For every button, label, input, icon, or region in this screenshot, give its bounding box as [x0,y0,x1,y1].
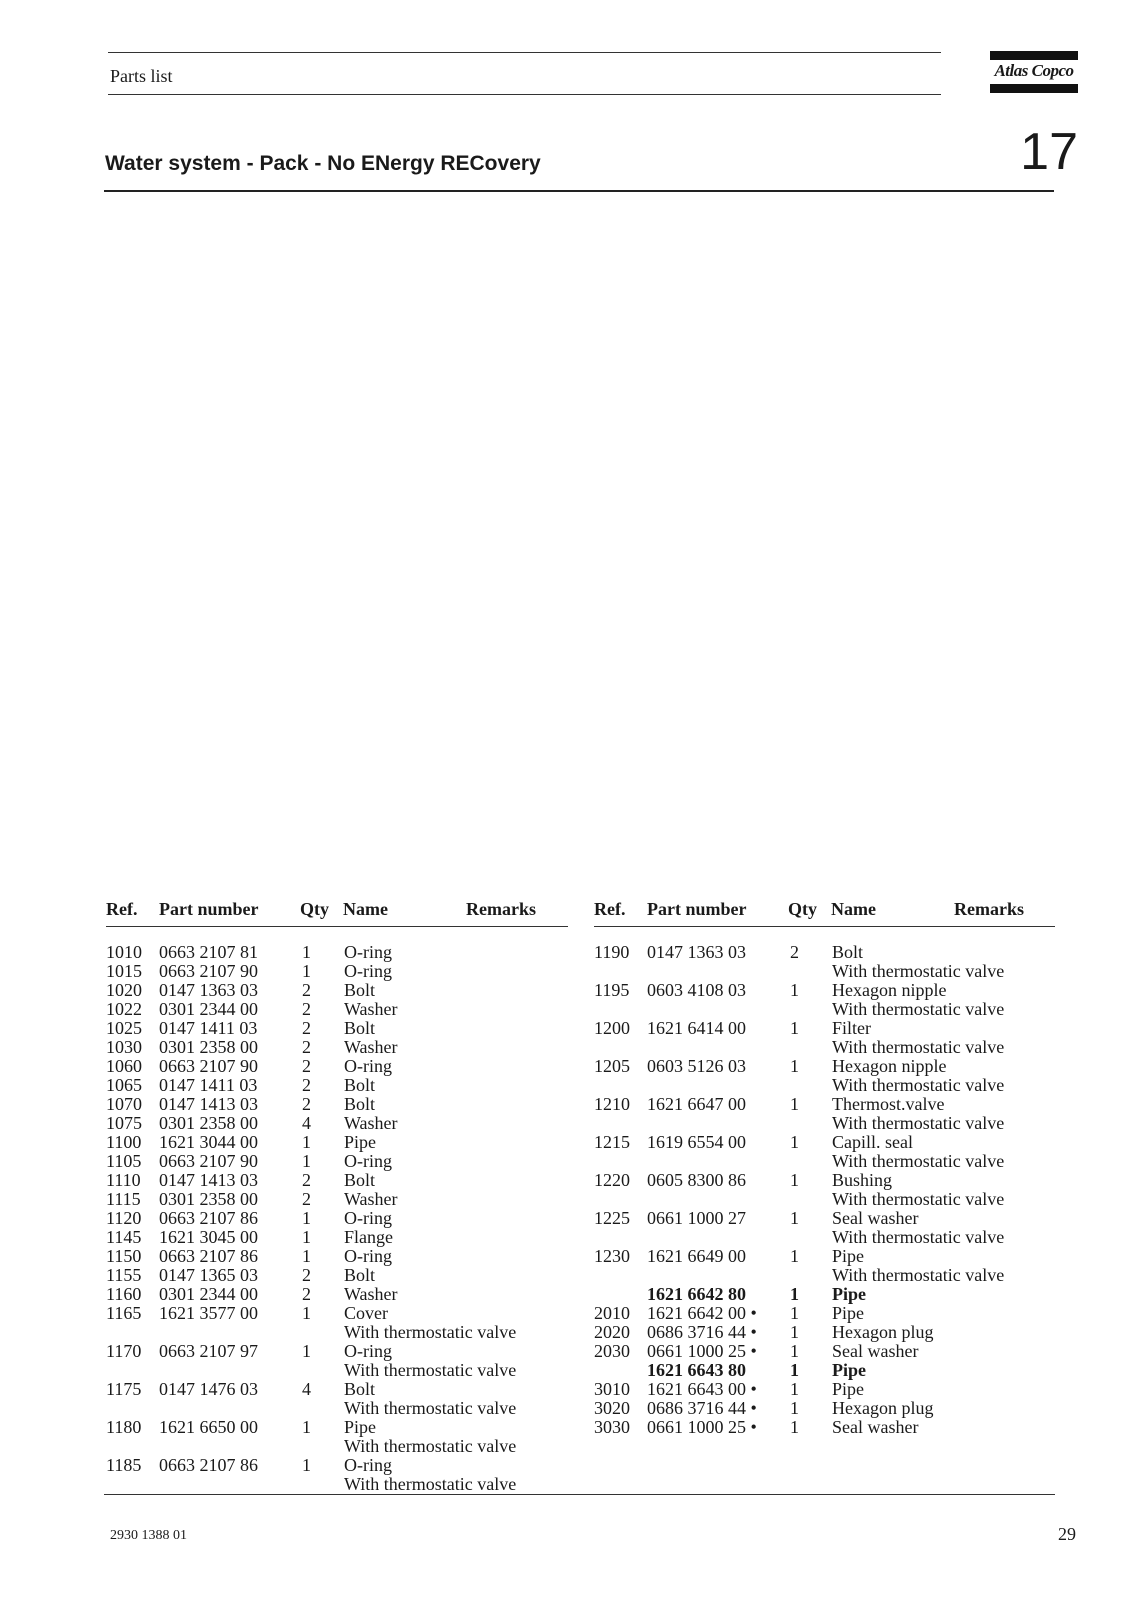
ref-cell: 1022 [106,999,142,1019]
part-number-cell: 0603 5126 03 [647,1056,746,1076]
part-number-cell: 0686 3716 44 • [647,1322,757,1342]
ref-cell: 1155 [106,1265,142,1285]
name-cell: O-ring [344,1208,392,1228]
header-remarks: Remarks [954,899,1024,919]
name-cell: Washer [344,1189,398,1209]
remark-text: With thermostatic valve [344,1474,517,1494]
part-number-cell: 0663 2107 86 [159,1246,258,1266]
remark-text: With thermostatic valve [344,1360,517,1380]
name-cell: Bolt [344,980,376,1000]
name-cell: Bolt [344,1265,376,1285]
ref-cell: 1030 [106,1037,142,1057]
name-cell: Thermost.valve [832,1094,945,1114]
table-body [594,927,1055,1437]
name-cell: Pipe [344,1417,377,1437]
part-number-cell: 0661 1000 25 • [647,1417,757,1437]
qty-cell: 1 [302,1417,311,1437]
part-row [106,962,568,981]
part-row [106,1171,568,1190]
remark-text: With thermostatic valve [832,1113,1005,1133]
header-label: Parts list [110,66,173,86]
part-number-cell: 1621 3044 00 [159,1132,258,1152]
name-cell: Bushing [832,1170,893,1190]
part-number-cell: 1619 6554 00 [647,1132,746,1152]
name-cell: Pipe [832,1360,866,1380]
remark-text: With thermostatic valve [832,999,1005,1019]
part-number-cell: 0301 2358 00 [159,1037,258,1057]
part-row [106,1000,568,1019]
part-row [106,1019,568,1038]
part-number-cell: 1621 6414 00 [647,1018,746,1038]
ref-cell: 3030 [594,1417,630,1437]
header-part-number: Part number [159,899,259,919]
footer-page-number: 29 [1058,1524,1076,1544]
remark-text: With thermostatic valve [832,1265,1005,1285]
ref-cell: 1220 [594,1170,630,1190]
name-cell: Seal washer [832,1341,919,1361]
remark-text: With thermostatic valve [344,1398,517,1418]
header-name: Name [831,899,876,919]
qty-cell: 1 [790,1398,799,1418]
name-cell: Cover [344,1303,388,1323]
qty-cell: 1 [302,1132,311,1152]
parts-table-left [106,896,568,1494]
ref-cell: 1100 [106,1132,142,1152]
part-row [594,1171,1055,1190]
qty-cell: 1 [790,1417,799,1437]
ref-cell: 2030 [594,1341,630,1361]
remark-text: With thermostatic valve [344,1322,517,1342]
name-cell: Bolt [832,942,864,962]
qty-cell: 2 [302,980,311,1000]
ref-cell: 1010 [106,942,142,962]
logo-top-bar [990,51,1078,60]
part-number-cell: 1621 6649 00 [647,1246,746,1266]
part-row [106,1057,568,1076]
remark-row [106,1437,568,1456]
part-number-cell: 0301 2344 00 [159,1284,258,1304]
name-cell: Pipe [832,1284,866,1304]
ref-cell: 1165 [106,1303,142,1323]
name-cell: O-ring [344,961,392,981]
ref-cell: 1145 [106,1227,142,1247]
qty-cell: 1 [790,1341,799,1361]
ref-cell: 1180 [106,1417,142,1437]
part-row [106,1456,568,1475]
part-row [106,1095,568,1114]
ref-cell: 2010 [594,1303,630,1323]
remark-row [106,1323,568,1342]
part-row [594,1247,1055,1266]
qty-cell: 1 [790,980,799,1000]
part-row [594,981,1055,1000]
qty-cell: 2 [790,942,799,962]
part-row [594,1019,1055,1038]
part-row [594,1323,1055,1342]
part-row [594,1057,1055,1076]
ref-cell: 1185 [106,1455,142,1475]
name-cell: Washer [344,1037,398,1057]
name-cell: O-ring [344,1341,392,1361]
remark-text: With thermostatic valve [344,1436,517,1456]
ref-cell: 1070 [106,1094,142,1114]
part-row [106,1038,568,1057]
ref-cell: 1015 [106,961,142,981]
qty-cell: 1 [790,1018,799,1038]
header-ref: Ref. [594,899,626,919]
part-number-cell: 0147 1363 03 [647,942,746,962]
part-number-cell: 0663 2107 86 [159,1455,258,1475]
ref-cell: 1060 [106,1056,142,1076]
part-row [106,1304,568,1323]
name-cell: Bolt [344,1018,376,1038]
name-cell: Hexagon nipple [832,1056,947,1076]
name-cell: Pipe [832,1303,865,1323]
part-row [594,1304,1055,1323]
name-cell: Flange [344,1227,393,1247]
name-cell: O-ring [344,1246,392,1266]
qty-cell: 2 [302,1284,311,1304]
ref-cell: 2020 [594,1322,630,1342]
part-row [106,1076,568,1095]
qty-cell: 2 [302,1056,311,1076]
footer-doc-number: 2930 1388 01 [110,1528,187,1543]
part-number-cell: 0147 1476 03 [159,1379,258,1399]
part-number-cell: 0301 2344 00 [159,999,258,1019]
name-cell: Filter [832,1018,871,1038]
header-ref: Ref. [106,899,138,919]
ref-cell: 1025 [106,1018,142,1038]
part-row [594,1418,1055,1437]
qty-cell: 2 [302,1189,311,1209]
header-name: Name [343,899,388,919]
qty-cell: 1 [790,1208,799,1228]
ref-cell: 1170 [106,1341,142,1361]
qty-cell: 2 [302,1075,311,1095]
part-row [594,1399,1055,1418]
ref-cell: 1075 [106,1113,142,1133]
part-row [106,1285,568,1304]
remark-row [594,1076,1055,1095]
name-cell: Washer [344,1284,398,1304]
part-row [106,1418,568,1437]
part-number-cell: 0661 1000 25 • [647,1341,757,1361]
qty-cell: 1 [790,1360,799,1380]
name-cell: O-ring [344,1056,392,1076]
part-row [106,1342,568,1361]
part-number-cell: 0301 2358 00 [159,1189,258,1209]
qty-cell: 4 [302,1113,311,1133]
header-part-number: Part number [647,899,747,919]
part-number-cell: 0147 1413 03 [159,1094,258,1114]
ref-cell: 1120 [106,1208,142,1228]
ref-cell: 1115 [106,1189,141,1209]
ref-cell: 1020 [106,980,142,1000]
part-row [106,1190,568,1209]
part-row [594,1133,1055,1152]
ref-cell: 1215 [594,1132,630,1152]
part-number-cell: 0147 1411 03 [159,1075,258,1095]
part-number-cell: 0663 2107 90 [159,961,258,981]
part-number-cell: 1621 6647 00 [647,1094,746,1114]
remark-text: With thermostatic valve [832,1151,1005,1171]
part-number-cell: 0663 2107 97 [159,1341,258,1361]
qty-cell: 2 [302,1170,311,1190]
ref-cell: 1230 [594,1246,630,1266]
name-cell: Bolt [344,1170,376,1190]
ref-cell: 3010 [594,1379,630,1399]
name-cell: Bolt [344,1075,376,1095]
name-cell: Hexagon nipple [832,980,947,1000]
qty-cell: 2 [302,999,311,1019]
qty-cell: 2 [302,1265,311,1285]
part-number-cell: 0147 1363 03 [159,980,258,1000]
ref-cell: 1205 [594,1056,630,1076]
part-number-cell: 0661 1000 27 [647,1208,746,1228]
part-number-cell: 0605 8300 86 [647,1170,746,1190]
ref-cell: 1110 [106,1170,141,1190]
remark-row [106,1475,568,1494]
qty-cell: 1 [302,1303,311,1323]
name-cell: Capill. seal [832,1132,913,1152]
qty-cell: 1 [790,1170,799,1190]
name-cell: O-ring [344,942,392,962]
part-number-cell: 0301 2358 00 [159,1113,258,1133]
name-cell: Washer [344,999,398,1019]
qty-cell: 1 [302,1455,311,1475]
qty-cell: 4 [302,1379,311,1399]
part-number-cell: 0147 1411 03 [159,1018,258,1038]
ref-cell: 1225 [594,1208,630,1228]
part-row [106,943,568,962]
part-row [594,1095,1055,1114]
part-row [106,1228,568,1247]
name-cell: Bolt [344,1094,376,1114]
part-number-cell: 0147 1413 03 [159,1170,258,1190]
page-title: Water system - Pack - No ENergy RECovery [105,152,541,175]
part-row [106,1133,568,1152]
qty-cell: 1 [790,1284,799,1304]
name-cell: Hexagon plug [832,1398,934,1418]
ref-cell: 1150 [106,1246,142,1266]
table-body [106,927,568,1494]
qty-cell: 1 [302,942,311,962]
ref-cell: 1105 [106,1151,142,1171]
kit-row [594,1361,1055,1380]
ref-cell: 1200 [594,1018,630,1038]
part-row [594,1380,1055,1399]
remark-row [594,1000,1055,1019]
qty-cell: 2 [302,1018,311,1038]
qty-cell: 1 [790,1303,799,1323]
remark-text: With thermostatic valve [832,1189,1005,1209]
remark-text: With thermostatic valve [832,1075,1005,1095]
part-row [594,1342,1055,1361]
ref-cell: 1160 [106,1284,142,1304]
part-number-cell: 1621 6642 00 • [647,1303,757,1323]
part-row [594,943,1055,962]
qty-cell: 1 [790,1056,799,1076]
part-row [106,1152,568,1171]
remark-text: With thermostatic valve [832,961,1005,981]
name-cell: Seal washer [832,1417,919,1437]
remark-row [594,1190,1055,1209]
name-cell: Pipe [832,1246,865,1266]
part-number-cell: 1621 6643 80 [647,1360,746,1380]
qty-cell: 1 [790,1132,799,1152]
ref-cell: 1210 [594,1094,630,1114]
qty-cell: 1 [302,1227,311,1247]
qty-cell: 1 [302,1341,311,1361]
atlas-copco-logo [990,51,1078,93]
part-number-cell: 0663 2107 90 [159,1056,258,1076]
header-qty: Qty [300,899,329,919]
header-top-rule [108,52,941,53]
remark-row [594,1114,1055,1133]
footer-rule [104,1494,1055,1495]
part-row [106,1266,568,1285]
ref-cell: 1175 [106,1379,142,1399]
part-number-cell: 0603 4108 03 [647,980,746,1000]
part-row [594,1209,1055,1228]
kit-row [594,1285,1055,1304]
remark-row [594,1266,1055,1285]
remark-row [106,1399,568,1418]
title-rule [104,190,1054,192]
qty-cell: 1 [790,1094,799,1114]
part-number-cell: 1621 6642 80 [647,1284,746,1304]
remark-row [594,1228,1055,1247]
part-number-cell: 0686 3716 44 • [647,1398,757,1418]
qty-cell: 1 [790,1379,799,1399]
ref-cell: 1190 [594,942,630,962]
ref-cell: 1195 [594,980,630,1000]
ref-cell: 1065 [106,1075,142,1095]
logo-bottom-bar [990,84,1078,93]
remark-row [594,962,1055,981]
qty-cell: 1 [302,1246,311,1266]
name-cell: O-ring [344,1151,392,1171]
part-number-cell: 1621 6643 00 • [647,1379,757,1399]
remark-row [594,1038,1055,1057]
qty-cell: 1 [302,961,311,981]
qty-cell: 1 [302,1151,311,1171]
qty-cell: 1 [790,1246,799,1266]
part-number-cell: 1621 6650 00 [159,1417,258,1437]
table-header [106,896,568,927]
name-cell: O-ring [344,1455,392,1475]
name-cell: Hexagon plug [832,1322,934,1342]
part-row [106,1114,568,1133]
remark-text: With thermostatic valve [832,1227,1005,1247]
qty-cell: 1 [790,1322,799,1342]
remark-text: With thermostatic valve [832,1037,1005,1057]
qty-cell: 1 [302,1208,311,1228]
part-row [106,1209,568,1228]
header-bottom-rule [108,94,941,95]
qty-cell: 2 [302,1037,311,1057]
part-row [106,1380,568,1399]
part-number-cell: 0663 2107 81 [159,942,258,962]
part-number-cell: 1621 3045 00 [159,1227,258,1247]
part-number-cell: 0663 2107 90 [159,1151,258,1171]
logo-text: Atlas Copco [994,61,1074,80]
name-cell: Seal washer [832,1208,919,1228]
name-cell: Pipe [344,1132,377,1152]
part-row [106,1247,568,1266]
qty-cell: 2 [302,1094,311,1114]
parts-table-right [594,896,1055,1437]
name-cell: Pipe [832,1379,865,1399]
part-number-cell: 0147 1365 03 [159,1265,258,1285]
name-cell: Bolt [344,1379,376,1399]
part-number-cell: 0663 2107 86 [159,1208,258,1228]
header-remarks: Remarks [466,899,536,919]
part-number-cell: 1621 3577 00 [159,1303,258,1323]
remark-row [106,1361,568,1380]
ref-cell: 3020 [594,1398,630,1418]
header-qty: Qty [788,899,817,919]
remark-row [594,1152,1055,1171]
name-cell: Washer [344,1113,398,1133]
section-number: 17 [1020,123,1078,181]
part-row [106,981,568,1000]
table-header [594,896,1055,927]
